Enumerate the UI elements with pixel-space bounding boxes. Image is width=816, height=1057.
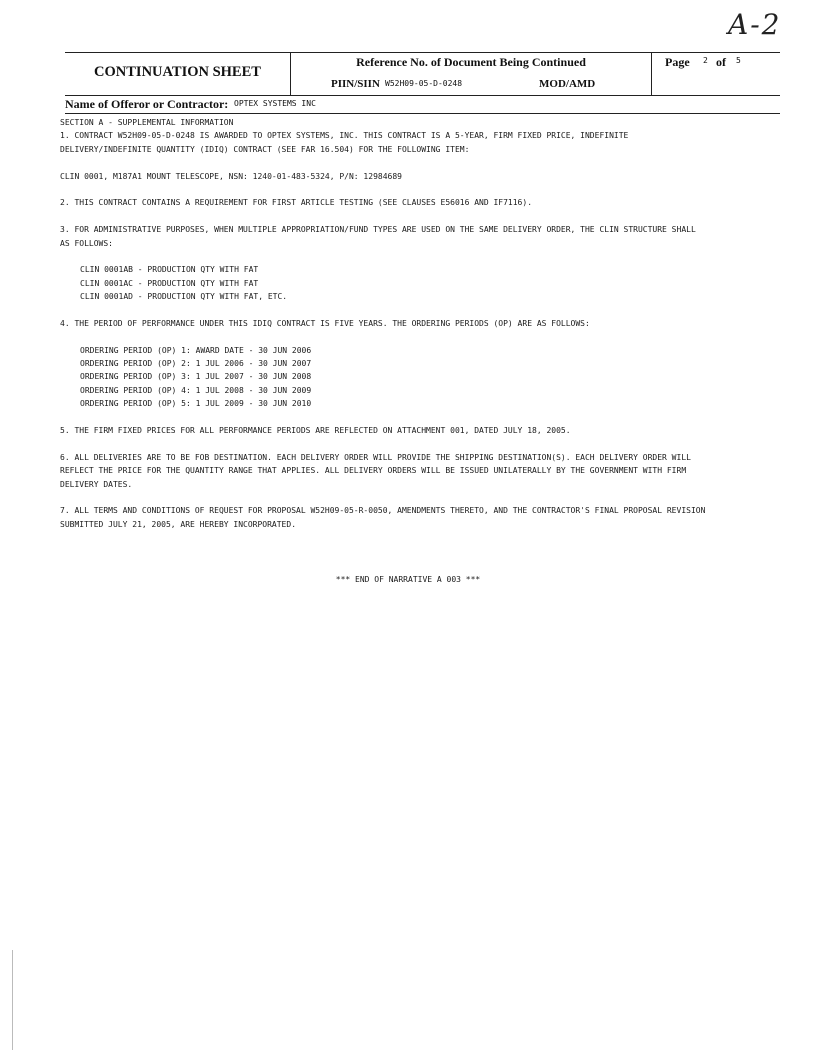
paragraph-3-line-1: 3. FOR ADMINISTRATIVE PURPOSES, WHEN MULTIPLE APPROPRIATION/FUND TYPES ARE USED ON THE SAME DELIVERY ORDER, THE CLIN STRUCTURE SHALL: [60, 225, 696, 235]
clin-item: CLIN 0001AC - PRODUCTION QTY WITH FAT: [80, 278, 259, 288]
ordering-period: ORDERING PERIOD (OP) 2: 1 JUL 2006 - 30 JUN 2007: [80, 359, 312, 369]
mod-amd-label: MOD/AMD: [539, 78, 596, 90]
paragraph-6-line-2: REFLECT THE PRICE FOR THE QUANTITY RANGE THAT APPLIES. ALL DELIVERY ORDERS WILL BE ISSUED UNILATERALLY BY THE GOVERNMENT WITH FIRM: [60, 466, 687, 476]
page-of-label: of: [716, 55, 726, 69]
piin-value: W52H09-05-D-0248: [385, 79, 463, 88]
paragraph-7-line-2: SUBMITTED JULY 21, 2005, ARE HEREBY INCORPORATED.: [60, 519, 297, 529]
narrative-body: [60, 116, 808, 531]
clin-item: CLIN 0001AD - PRODUCTION QTY WITH FAT, ETC.: [80, 292, 288, 302]
continuation-sheet-title: CONTINUATION SHEET: [94, 64, 261, 80]
offeror-row: [65, 97, 780, 114]
offeror-label: Name of Offeror or Contractor:: [65, 97, 229, 111]
piin-label: PIIN/SIIN: [331, 78, 380, 90]
scan-edge-mark: [12, 950, 13, 1050]
continuation-header: [65, 52, 780, 96]
section-heading: SECTION A - SUPPLEMENTAL INFORMATION: [60, 118, 234, 127]
header-page-cell: [652, 53, 780, 95]
paragraph-3-line-2: AS FOLLOWS:: [60, 238, 113, 248]
clin-line: CLIN 0001, M187A1 MOUNT TELESCOPE, NSN: 1240-01-483-5324, P/N: 12984689: [60, 171, 402, 181]
page-number: 2: [703, 56, 708, 65]
paragraph-1-line-1: 1. CONTRACT W52H09-05-D-0248 IS AWARDED TO OPTEX SYSTEMS, INC. THIS CONTRACT IS A 5-YEAR, FIRM FIXED PRICE, INDEFINITE: [60, 131, 629, 141]
ordering-period: ORDERING PERIOD (OP) 3: 1 JUL 2007 - 30 JUN 2008: [80, 372, 312, 382]
page-label: Page: [665, 55, 690, 69]
paragraph-7-line-1: 7. ALL TERMS AND CONDITIONS OF REQUEST FOR PROPOSAL W52H09-05-R-0050, AMENDMENTS THERETO, AND THE CONTRACTOR'S FINAL PROPOSAL REVISION: [60, 506, 706, 516]
paragraph-1-line-2: DELIVERY/INDEFINITE QUANTITY (IDIQ) CONTRACT (SEE FAR 16.504) FOR THE FOLLOWING ITEM:: [60, 144, 470, 154]
clin-item: CLIN 0001AB - PRODUCTION QTY WITH FAT: [80, 265, 259, 275]
offeror-name: OPTEX SYSTEMS INC: [234, 99, 316, 108]
handwritten-page-mark: A-2: [728, 8, 782, 41]
reference-title: Reference No. of Document Being Continued: [356, 55, 586, 69]
header-reference-cell: [291, 53, 652, 95]
page-total: 5: [736, 56, 741, 65]
end-of-narrative: *** END OF NARRATIVE A 003 ***: [335, 575, 481, 584]
ordering-period: ORDERING PERIOD (OP) 5: 1 JUL 2009 - 30 JUN 2010: [80, 399, 312, 409]
paragraph-6-line-1: 6. ALL DELIVERIES ARE TO BE FOB DESTINATION. EACH DELIVERY ORDER WILL PROVIDE THE SHIPPING DESTINATION(S). EACH DELIVERY ORDER WILL: [60, 452, 691, 462]
ordering-period: ORDERING PERIOD (OP) 4: 1 JUL 2008 - 30 JUN 2009: [80, 385, 312, 395]
paragraph-6-line-3: DELIVERY DATES.: [60, 479, 133, 489]
paragraph-2: 2. THIS CONTRACT CONTAINS A REQUIREMENT FOR FIRST ARTICLE TESTING (SEE CLAUSES E56016 AND IF7116).: [60, 198, 533, 208]
header-title-cell: [65, 53, 291, 95]
ordering-period: ORDERING PERIOD (OP) 1: AWARD DATE - 30 JUN 2006: [80, 345, 312, 355]
paragraph-5: 5. THE FIRM FIXED PRICES FOR ALL PERFORMANCE PERIODS ARE REFLECTED ON ATTACHMENT 001, DATED JULY 18, 2005.: [60, 425, 571, 435]
paragraph-4: 4. THE PERIOD OF PERFORMANCE UNDER THIS IDIQ CONTRACT IS FIVE YEARS. THE ORDERING PERIODS (OP) ARE AS FOLLOWS:: [60, 318, 590, 328]
